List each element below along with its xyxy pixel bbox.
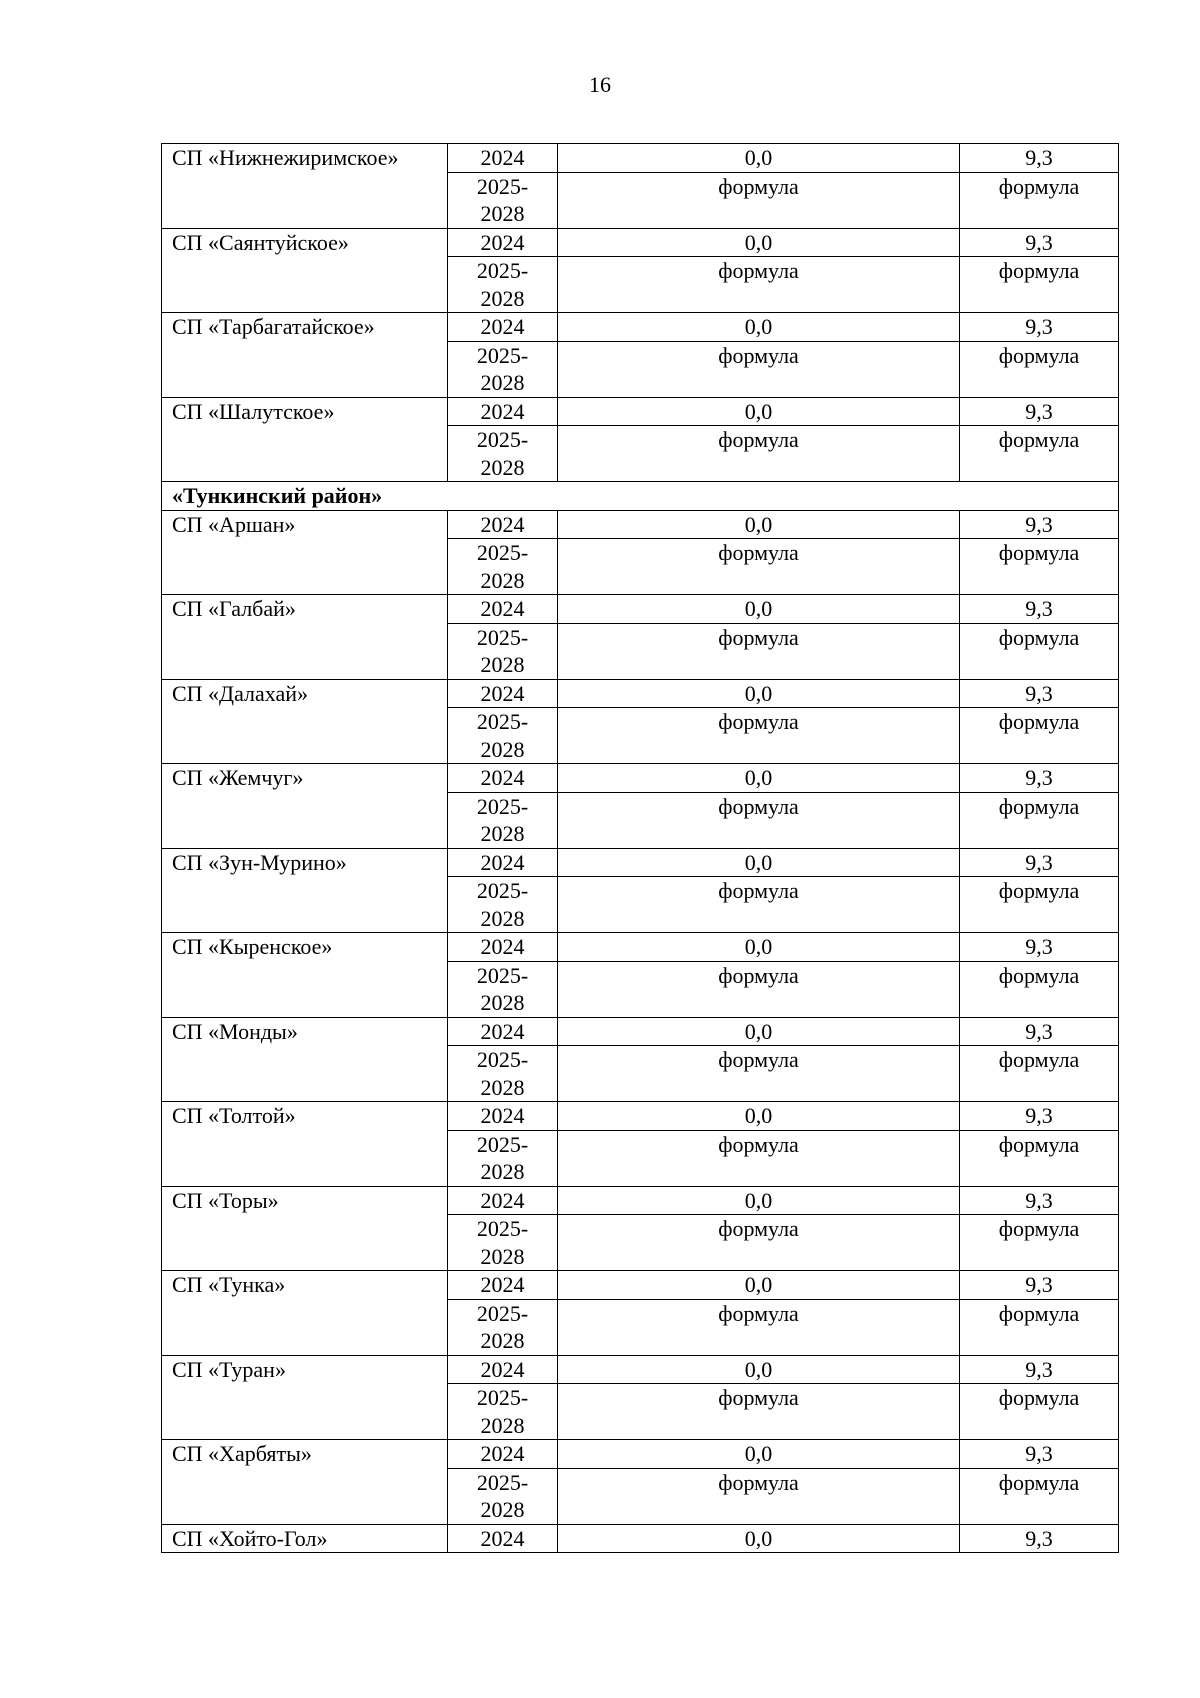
page-number: 16 [589, 72, 611, 97]
formula-cell: формула [960, 426, 1119, 482]
year-range-end: 2028 [480, 1497, 525, 1522]
formula-cell: формула [960, 172, 1119, 228]
value-cell: 0,0 [558, 397, 960, 426]
formula-cell: формула [558, 877, 960, 933]
formula-cell: формула [558, 623, 960, 679]
year-cell: 2024 [448, 764, 558, 793]
year-range-cell [448, 623, 558, 679]
year-range-end: 2028 [480, 1159, 525, 1184]
year-cell: 2024 [448, 1017, 558, 1046]
formula-cell: формула [960, 877, 1119, 933]
value-cell: 0,0 [558, 313, 960, 342]
year-range-start: 2025- [476, 1047, 529, 1072]
value-cell: 0,0 [558, 1524, 960, 1553]
formula-cell: формула [960, 1384, 1119, 1440]
settlement-name: СП «Саянтуйское» [162, 228, 448, 313]
year-range-end: 2028 [480, 1412, 525, 1438]
year-range-start: 2025- [476, 427, 529, 452]
year-cell: 2024 [448, 1271, 558, 1300]
table-row [162, 1017, 1119, 1046]
value-cell: 9,3 [960, 1440, 1119, 1469]
value-cell: 0,0 [558, 595, 960, 624]
year-range-end: 2028 [480, 454, 525, 480]
year-range-end: 2028 [480, 567, 525, 593]
formula-cell: формула [960, 1215, 1119, 1271]
settlement-name: СП «Тарбагатайское» [162, 313, 448, 398]
year-cell: 2024 [448, 848, 558, 877]
table-row [162, 1440, 1119, 1469]
table-row [162, 848, 1119, 877]
settlement-name: СП «Нижнежиримское» [162, 144, 448, 229]
year-range-end: 2028 [480, 201, 525, 226]
formula-cell: формула [960, 961, 1119, 1017]
table-row [162, 1271, 1119, 1300]
settlement-name: СП «Аршан» [162, 510, 448, 595]
formula-cell: формула [558, 792, 960, 848]
year-range-cell [448, 539, 558, 595]
year-cell: 2024 [448, 1440, 558, 1469]
value-cell: 0,0 [558, 933, 960, 962]
settlement-name: СП «Галбай» [162, 595, 448, 680]
formula-cell: формула [960, 539, 1119, 595]
value-cell: 0,0 [558, 1440, 960, 1469]
year-range-end: 2028 [480, 990, 525, 1015]
formula-cell: формула [960, 1299, 1119, 1355]
value-cell: 9,3 [960, 1524, 1119, 1553]
value-cell: 0,0 [558, 228, 960, 257]
formula-cell: формула [558, 1215, 960, 1271]
year-range-start: 2025- [476, 342, 529, 368]
year-range-start: 2025- [476, 540, 529, 565]
year-range-start: 2025- [476, 1385, 529, 1410]
year-range-end: 2028 [480, 821, 525, 846]
value-cell: 0,0 [558, 1271, 960, 1300]
year-range-start: 2025- [476, 962, 529, 988]
year-cell: 2024 [448, 1102, 558, 1131]
value-cell: 9,3 [960, 397, 1119, 426]
value-cell: 0,0 [558, 679, 960, 708]
year-range-start: 2025- [476, 709, 529, 734]
year-range-cell [448, 1384, 558, 1440]
value-cell: 0,0 [558, 1355, 960, 1384]
year-cell: 2024 [448, 595, 558, 624]
value-cell: 9,3 [960, 228, 1119, 257]
settlement-name: СП «Зун-Мурино» [162, 848, 448, 933]
formula-cell: формула [558, 341, 960, 397]
year-range-start: 2025- [476, 1216, 529, 1241]
table-row [162, 510, 1119, 539]
year-cell: 2024 [448, 397, 558, 426]
year-range-start: 2025- [476, 258, 529, 283]
table-row [162, 144, 1119, 173]
settlement-name: СП «Тунка» [162, 1271, 448, 1356]
table-row [162, 1524, 1119, 1553]
year-range-cell [448, 341, 558, 397]
year-range-cell [448, 1130, 558, 1186]
formula-cell: формула [960, 623, 1119, 679]
formula-cell: формула [960, 1130, 1119, 1186]
value-cell: 9,3 [960, 764, 1119, 793]
year-cell: 2024 [448, 1524, 558, 1553]
year-range-start: 2025- [476, 793, 529, 819]
value-cell: 9,3 [960, 1355, 1119, 1384]
year-range-end: 2028 [480, 1243, 525, 1269]
table-row [162, 933, 1119, 962]
value-cell: 0,0 [558, 510, 960, 539]
formula-cell: формула [558, 257, 960, 313]
year-range-cell [448, 1215, 558, 1271]
year-range-start: 2025- [476, 1131, 529, 1157]
settlement-name: СП «Толтой» [162, 1102, 448, 1187]
settlement-name: СП «Далахай» [162, 679, 448, 764]
settlement-name: СП «Харбяты» [162, 1440, 448, 1525]
year-cell: 2024 [448, 679, 558, 708]
year-range-cell [448, 961, 558, 1017]
value-cell: 0,0 [558, 144, 960, 173]
value-cell: 9,3 [960, 848, 1119, 877]
year-range-cell [448, 426, 558, 482]
value-cell: 0,0 [558, 1186, 960, 1215]
settlement-name: СП «Монды» [162, 1017, 448, 1102]
year-range-start: 2025- [476, 878, 529, 903]
value-cell: 9,3 [960, 1017, 1119, 1046]
formula-cell: формула [558, 961, 960, 1017]
year-range-cell [448, 257, 558, 313]
table-row [162, 313, 1119, 342]
formula-cell: формула [558, 1130, 960, 1186]
value-cell: 0,0 [558, 1017, 960, 1046]
value-cell: 9,3 [960, 679, 1119, 708]
settlement-name: СП «Шалутское» [162, 397, 448, 482]
year-range-end: 2028 [480, 736, 525, 762]
year-range-end: 2028 [480, 905, 525, 931]
value-cell: 0,0 [558, 848, 960, 877]
formula-cell: формула [558, 708, 960, 764]
table-body [162, 144, 1119, 1553]
year-range-start: 2025- [476, 1300, 529, 1326]
year-range-end: 2028 [480, 1328, 525, 1353]
table-row [162, 228, 1119, 257]
settlement-name: СП «Туран» [162, 1355, 448, 1440]
table-row [162, 1355, 1119, 1384]
year-range-cell [448, 1046, 558, 1102]
value-cell: 0,0 [558, 764, 960, 793]
value-cell: 9,3 [960, 1186, 1119, 1215]
value-cell: 9,3 [960, 510, 1119, 539]
settlement-name: СП «Жемчуг» [162, 764, 448, 849]
formula-cell: формула [558, 1468, 960, 1524]
year-cell: 2024 [448, 510, 558, 539]
formula-cell: формула [960, 792, 1119, 848]
year-range-cell [448, 877, 558, 933]
value-cell: 0,0 [558, 1102, 960, 1131]
year-cell: 2024 [448, 933, 558, 962]
formula-cell: формула [558, 1384, 960, 1440]
value-cell: 9,3 [960, 1271, 1119, 1300]
year-range-cell [448, 1468, 558, 1524]
formula-cell: формула [558, 1046, 960, 1102]
year-range-end: 2028 [480, 1074, 525, 1100]
formula-cell: формула [960, 257, 1119, 313]
year-cell: 2024 [448, 144, 558, 173]
table-row [162, 595, 1119, 624]
formula-cell: формула [558, 172, 960, 228]
year-range-end: 2028 [480, 285, 525, 311]
settlement-name: СП «Кыренское» [162, 933, 448, 1018]
settlement-name: СП «Торы» [162, 1186, 448, 1271]
table-row [162, 397, 1119, 426]
year-range-end: 2028 [480, 370, 525, 395]
formula-cell: формула [960, 1046, 1119, 1102]
year-cell: 2024 [448, 1186, 558, 1215]
year-cell: 2024 [448, 313, 558, 342]
year-cell: 2024 [448, 1355, 558, 1384]
settlement-name: СП «Хойто-Гол» [162, 1524, 448, 1553]
value-cell: 9,3 [960, 313, 1119, 342]
formula-cell: формула [960, 708, 1119, 764]
year-range-start: 2025- [476, 173, 529, 199]
formula-cell: формула [558, 539, 960, 595]
year-range-start: 2025- [476, 624, 529, 650]
year-range-cell [448, 1299, 558, 1355]
table-row [162, 764, 1119, 793]
year-range-end: 2028 [480, 652, 525, 677]
section-row [162, 482, 1119, 511]
year-range-cell [448, 792, 558, 848]
formula-cell: формула [558, 426, 960, 482]
settlement-table [161, 143, 1119, 1553]
section-heading: «Тункинский район» [162, 482, 1119, 511]
table-row [162, 1102, 1119, 1131]
formula-cell: формула [960, 1468, 1119, 1524]
value-cell: 9,3 [960, 595, 1119, 624]
table-row [162, 1186, 1119, 1215]
year-cell: 2024 [448, 228, 558, 257]
value-cell: 9,3 [960, 144, 1119, 173]
formula-cell: формула [558, 1299, 960, 1355]
value-cell: 9,3 [960, 933, 1119, 962]
year-range-cell [448, 708, 558, 764]
year-range-cell [448, 172, 558, 228]
formula-cell: формула [960, 341, 1119, 397]
value-cell: 9,3 [960, 1102, 1119, 1131]
table-row [162, 679, 1119, 708]
year-range-start: 2025- [476, 1469, 529, 1495]
